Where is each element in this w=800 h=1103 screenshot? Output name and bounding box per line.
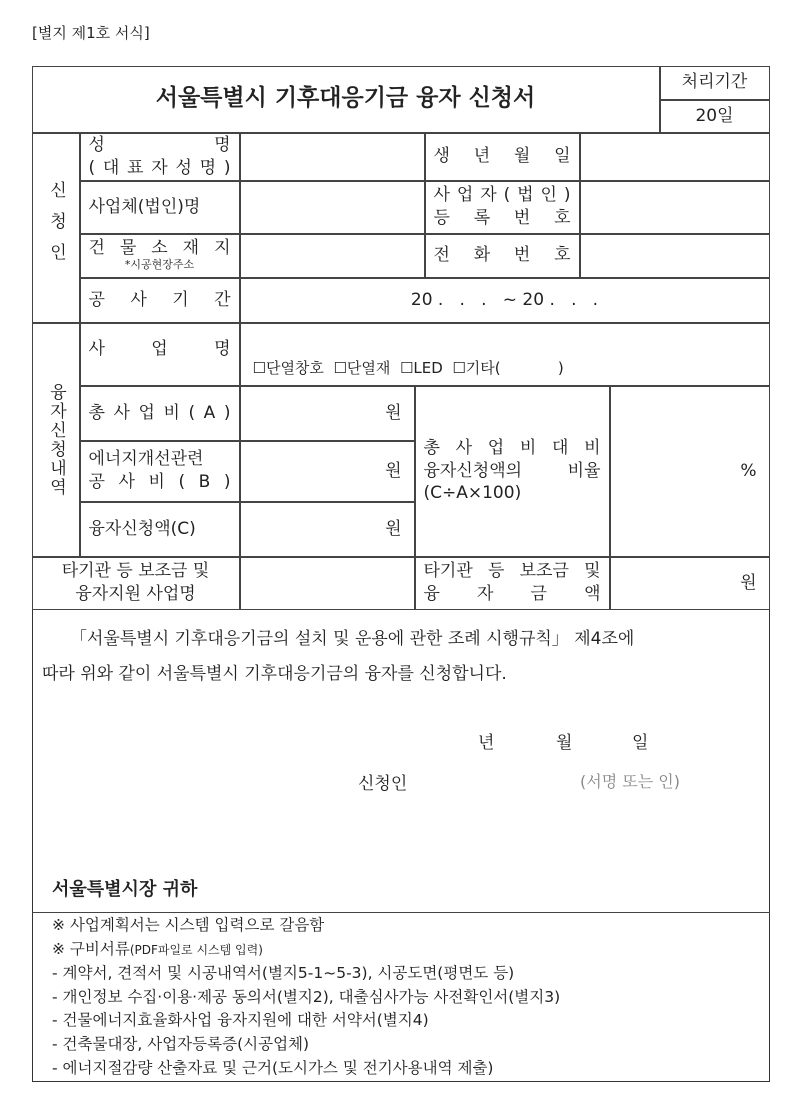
- regno-label: 사 업 자 ( 법 인 ) 등 록 번 호: [425, 181, 580, 234]
- regno-field[interactable]: [580, 181, 770, 234]
- request-amount-label: 융자신청액(C): [80, 502, 240, 557]
- address-field[interactable]: [240, 234, 425, 278]
- note-item: - 건물에너지효율화사업 융자지원에 대한 서약서(별지4): [52, 1011, 429, 1030]
- processing-label: 처리기간: [660, 66, 770, 100]
- form-number: [별지 제1호 서식]: [32, 24, 150, 42]
- note-item: ※ 사업계획서는 시스템 입력으로 갈음함: [52, 916, 325, 934]
- name-label: 성 명 ( 대 표 자 성 명 ): [80, 133, 240, 181]
- checkbox-insulated-window[interactable]: ☐단열창호: [252, 359, 324, 378]
- notes-list: [52, 914, 560, 1080]
- total-cost-field[interactable]: 원: [240, 386, 415, 441]
- declaration-line-2: 따라 위와 같이 서울특별시 기후대응기금의 융자를 신청합니다.: [42, 664, 507, 684]
- date-month: 월: [556, 733, 573, 753]
- form-title: 서울특별시 기후대응기금 융자 신청서: [32, 66, 660, 133]
- addressee: 서울특별시장 귀하: [52, 879, 198, 900]
- date-year: 년: [478, 733, 495, 753]
- signature-field[interactable]: (서명 또는 인): [580, 772, 680, 791]
- date-day: 일: [632, 733, 649, 753]
- project-options: [240, 323, 770, 386]
- other-program-field[interactable]: [240, 557, 415, 610]
- project-label: 사 업 명: [80, 323, 240, 386]
- processing-value: 20일: [660, 100, 770, 133]
- company-label: 사업체(법인)명: [80, 181, 240, 234]
- phone-label: 전 화 번 호: [425, 234, 580, 278]
- address-label: 건 물 소 재 지 *시공현장주소: [80, 234, 240, 278]
- name-field[interactable]: [240, 133, 425, 181]
- notes-divider: [32, 912, 770, 913]
- other-program-label: 타기관 등 보조금 및 융자지원 사업명: [32, 557, 240, 610]
- checkbox-led[interactable]: ☐LED: [399, 359, 443, 378]
- other-amount-label: 타기관 등 보조금 및 융 자 금 액: [415, 557, 610, 610]
- checkbox-insulation[interactable]: ☐단열재: [333, 359, 391, 378]
- note-item: - 계약서, 견적서 및 시공내역서(별지5-1~5-3), 시공도면(평면도 등): [52, 964, 515, 983]
- period-label: 공 사 기 간: [80, 278, 240, 323]
- energy-cost-field[interactable]: 원: [240, 441, 415, 502]
- declaration-line-1: 「서울특별시 기후대응기금의 설치 및 운용에 관한 조례 시행규칙」 제4조에: [70, 629, 635, 649]
- phone-field[interactable]: [580, 234, 770, 278]
- ratio-field[interactable]: %: [610, 386, 770, 557]
- request-amount-field[interactable]: 원: [240, 502, 415, 557]
- birth-label: 생 년 월 일: [425, 133, 580, 181]
- loan-section-label: 융자신청내역: [32, 323, 80, 557]
- energy-cost-label: 에너지개선관련 공 사 비 ( B ): [80, 441, 240, 502]
- note-item: ※ 구비서류(PDF파일로 시스템 입력): [52, 939, 263, 958]
- ratio-label: 총 사 업 비 대 비 융자신청액의 비율 (C÷A×100): [415, 386, 610, 557]
- period-field[interactable]: 20 . . . ~ 20 . . .: [240, 278, 770, 323]
- note-item: - 개인정보 수집·이용·제공 동의서(별지2), 대출심사가능 사전확인서(별지3): [52, 987, 561, 1006]
- note-item: - 에너지절감량 산출자료 및 근거(도시가스 및 전기사용내역 제출): [52, 1058, 494, 1077]
- birth-field[interactable]: [580, 133, 770, 181]
- note-item: - 건축물대장, 사업자등록증(시공업체): [52, 1034, 310, 1053]
- applicant-signature-label: 신청인: [358, 774, 408, 794]
- total-cost-label: 총 사 업 비 ( A ): [80, 386, 240, 441]
- other-amount-field[interactable]: 원: [610, 557, 770, 610]
- checkbox-other[interactable]: ☐기타( ): [452, 359, 564, 378]
- applicant-section-label: 신청인: [32, 133, 80, 323]
- company-field[interactable]: [240, 181, 425, 234]
